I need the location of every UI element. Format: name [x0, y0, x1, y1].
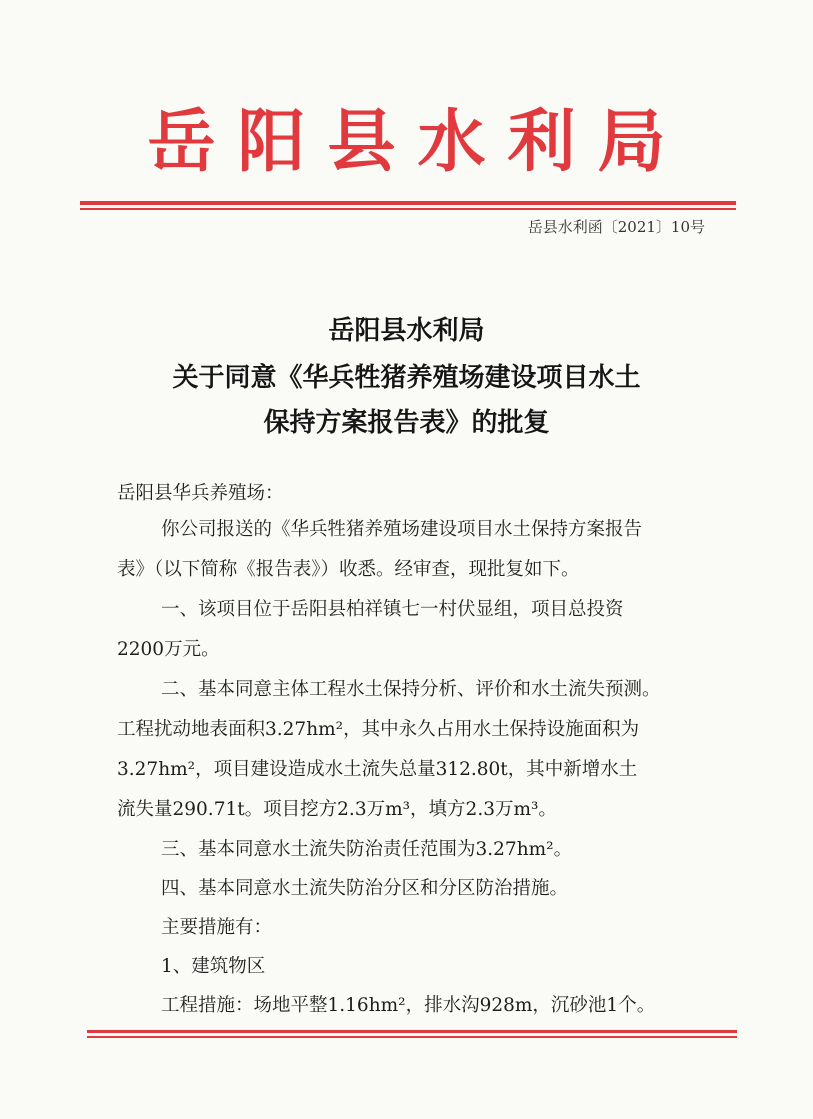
body-line-6: 工程扰动地表面积3.27hm²，其中永久占用水土保持设施面积为: [117, 719, 640, 740]
body-line-3: 一、该项目位于岳阳县柏祥镇七一村伏显组，项目总投资: [161, 599, 624, 620]
body-line-11: 主要措施有：: [161, 917, 273, 938]
body-line-12: 1、建筑物区: [161, 956, 266, 977]
recipient: 岳阳县华兵养殖场：: [117, 483, 284, 504]
footer-rule-thin: [87, 1036, 737, 1038]
body-line-10: 四、基本同意水土流失防治分区和分区防治措施。: [161, 878, 569, 899]
footer-rule-thick: [87, 1030, 737, 1033]
body-line-5: 二、基本同意主体工程水土保持分析、评价和水土流失预测。: [161, 679, 661, 700]
body-line-9: 三、基本同意水土流失防治责任范围为3.27hm²。: [161, 839, 573, 860]
body-line-2: 表》（以下简称《报告表》）收悉。经审查，现批复如下。: [117, 559, 580, 580]
body-line-7: 3.27hm²，项目建设造成水土流失总量312.80t，其中新增水土: [117, 759, 638, 780]
document-number: 岳县水利函〔2021〕10号: [527, 218, 705, 236]
title-line-2: 关于同意《华兵牲猪养殖场建设项目水土: [172, 363, 641, 393]
body-line-4: 2200万元。: [117, 639, 220, 660]
body-line-1: 你公司报送的《华兵牲猪养殖场建设项目水土保持方案报告: [161, 519, 643, 540]
letterhead-rule-thick: [80, 201, 736, 205]
letterhead-rule-thin: [80, 208, 736, 210]
title-line-1: 岳阳县水利局: [328, 316, 485, 346]
body-line-13: 工程措施：场地平整1.16hm²，排水沟928m，沉砂池1个。: [161, 995, 656, 1016]
body-line-8: 流失量290.71t。项目挖方2.3万m³，填方2.3万m³。: [117, 799, 557, 820]
title-line-3: 保持方案报告表》的批复: [263, 408, 550, 438]
letterhead-org-name: 岳阳县水利局: [147, 102, 688, 182]
